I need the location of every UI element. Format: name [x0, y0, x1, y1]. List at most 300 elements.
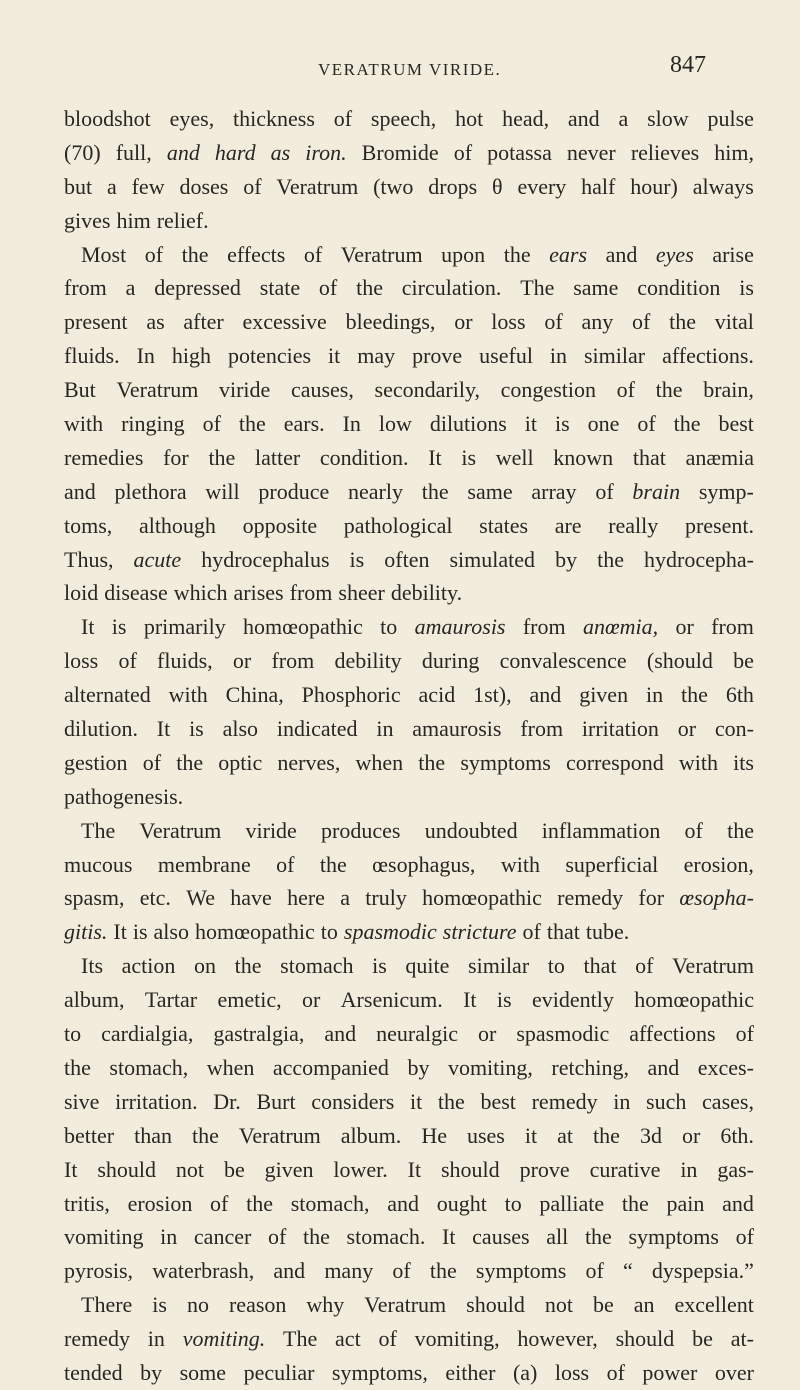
- word: hour): [630, 173, 678, 199]
- word: Dr.: [213, 1088, 241, 1114]
- word: potassa: [487, 139, 552, 165]
- word: considers: [311, 1088, 395, 1114]
- word: of: [637, 411, 656, 437]
- word: Thus,: [64, 546, 114, 572]
- word: spasmodic: [343, 919, 437, 945]
- word: θ: [492, 173, 503, 199]
- word: album.: [340, 1122, 402, 1148]
- word: cases,: [702, 1088, 754, 1114]
- word: excessive: [242, 309, 327, 335]
- word: erosion: [127, 1190, 193, 1216]
- word: œsophagus,: [372, 851, 476, 877]
- word: prove: [412, 343, 463, 369]
- word: vital: [714, 309, 754, 335]
- word: half: [581, 173, 616, 199]
- word: and: [166, 139, 200, 165]
- word: hot: [455, 106, 484, 131]
- word: the: [418, 749, 446, 775]
- word: when: [206, 1054, 255, 1080]
- word: The: [283, 1326, 318, 1352]
- word: produces: [321, 817, 401, 843]
- word: of: [118, 648, 137, 674]
- word: optic: [218, 749, 263, 775]
- word: homœopathic: [422, 885, 542, 911]
- word: Veratrum: [672, 953, 754, 979]
- word: neuralgic: [376, 1021, 459, 1047]
- word: and: [387, 1190, 420, 1216]
- word: retching,: [551, 1054, 629, 1080]
- word: the: [208, 444, 236, 470]
- text-line: [64, 848, 754, 882]
- word: peculiar: [243, 1359, 315, 1385]
- word: We: [186, 885, 215, 911]
- word: is: [111, 614, 127, 640]
- word: such: [646, 1088, 687, 1114]
- text-line: [64, 305, 754, 339]
- word: (a): [512, 1359, 538, 1385]
- word: of: [684, 817, 703, 843]
- word: tritis,: [64, 1190, 110, 1216]
- word: and: [64, 478, 96, 504]
- word: loss: [554, 1359, 590, 1385]
- word: It: [156, 716, 171, 742]
- word: exces-: [697, 1054, 754, 1080]
- word: either: [445, 1359, 496, 1385]
- word: debility.: [390, 580, 463, 606]
- word: remedies: [64, 444, 144, 470]
- word: disease: [104, 580, 168, 606]
- word: anæmia: [685, 444, 754, 470]
- word: “: [623, 1258, 633, 1284]
- word: by: [555, 546, 578, 572]
- word: eyes: [655, 241, 694, 267]
- word: pain: [666, 1190, 705, 1216]
- word: Veratrum: [238, 1122, 321, 1148]
- word: (two: [373, 173, 414, 199]
- word: symp-: [698, 478, 754, 504]
- word: it: [524, 1122, 538, 1148]
- word: homœopathic: [243, 614, 363, 640]
- word: best: [480, 1088, 516, 1114]
- word: to: [547, 953, 565, 979]
- word: have: [230, 885, 272, 911]
- word: symptoms,: [331, 1359, 428, 1385]
- word: irritation.: [115, 1088, 198, 1114]
- word: and: [324, 1021, 357, 1047]
- word: upon: [441, 241, 486, 267]
- word: vomiting: [64, 1224, 144, 1250]
- word: and: [605, 241, 638, 267]
- word: congestion: [500, 377, 596, 403]
- word: mucous: [64, 851, 133, 877]
- text-line: [64, 1017, 754, 1051]
- word: or: [301, 987, 321, 1013]
- word: of: [606, 1359, 625, 1385]
- word: when: [355, 749, 404, 775]
- word: be: [692, 1326, 713, 1352]
- word: waterbrash,: [152, 1258, 255, 1284]
- word: potencies: [227, 343, 312, 369]
- text-line: [64, 1085, 754, 1119]
- word: given: [579, 682, 629, 708]
- word: the: [421, 478, 449, 504]
- word: of: [595, 478, 614, 504]
- word: over: [714, 1359, 754, 1385]
- word: all: [546, 1224, 569, 1250]
- text-line: [64, 509, 754, 543]
- word: the: [246, 1190, 273, 1216]
- word: useful: [479, 343, 533, 369]
- word: produce: [258, 478, 330, 504]
- word: ears.: [283, 411, 325, 437]
- word: toms,: [64, 512, 113, 538]
- text-line: [64, 170, 754, 204]
- word: array: [531, 478, 577, 504]
- word: stomach: [280, 953, 354, 979]
- word: the: [319, 851, 347, 877]
- word: of: [142, 749, 162, 775]
- word: causes,: [290, 377, 354, 403]
- word: amaurosis: [414, 614, 506, 640]
- word: of: [210, 1190, 229, 1216]
- word: 3d: [639, 1122, 662, 1148]
- word: an: [633, 1292, 655, 1318]
- word: thickness: [233, 106, 315, 131]
- word: in: [160, 1224, 178, 1250]
- word: of: [585, 1258, 604, 1284]
- word: any: [581, 309, 614, 335]
- word: loss: [64, 648, 99, 674]
- word: dilution.: [64, 716, 138, 742]
- word: con-: [714, 716, 754, 742]
- word: gestion: [64, 749, 128, 775]
- word: pathological: [343, 512, 453, 538]
- word: nerves,: [277, 749, 341, 775]
- word: spasmodic: [516, 1021, 610, 1047]
- word: best: [718, 411, 754, 437]
- word: low: [378, 411, 412, 437]
- word: or: [675, 614, 694, 640]
- word: state: [259, 275, 301, 301]
- text-line: [64, 1187, 754, 1221]
- word: for: [638, 885, 665, 911]
- word: depressed: [154, 275, 241, 301]
- word: stomach,: [290, 1190, 370, 1216]
- text-line: [64, 949, 754, 983]
- word: quite: [405, 953, 450, 979]
- word: as: [270, 139, 291, 165]
- word: emetic,: [217, 987, 282, 1013]
- word: are: [554, 512, 582, 538]
- word: never: [566, 139, 616, 165]
- word: not: [544, 1292, 573, 1318]
- word: from: [522, 614, 566, 640]
- word: him: [116, 207, 151, 233]
- page-number: 847: [670, 52, 706, 78]
- word: cardialgia,: [101, 1021, 194, 1047]
- word: at: [557, 1122, 574, 1148]
- word: of: [267, 1224, 287, 1250]
- word: is: [349, 546, 365, 572]
- word: curative: [589, 1156, 661, 1182]
- running-title: VERATRUM VIRIDE.: [318, 60, 502, 79]
- word: every: [517, 173, 567, 199]
- word: the: [302, 1224, 330, 1250]
- text-line: [64, 373, 754, 407]
- word: the: [673, 411, 701, 437]
- word: (should: [646, 648, 713, 674]
- word: fluids.: [64, 343, 120, 369]
- word: a: [125, 275, 136, 301]
- word: the: [429, 1258, 457, 1284]
- word: acute: [133, 546, 182, 572]
- word: is: [152, 1292, 167, 1318]
- word: should: [441, 1156, 500, 1182]
- word: dilutions: [429, 411, 507, 437]
- word: to: [504, 1190, 522, 1216]
- word: The: [81, 817, 116, 843]
- word: the: [192, 1122, 219, 1148]
- word: from: [289, 580, 333, 606]
- word: inflammation: [541, 817, 661, 843]
- word: vomiting,: [447, 1054, 533, 1080]
- word: plethora: [114, 478, 187, 504]
- word: no: [186, 1292, 209, 1318]
- word: at-: [730, 1326, 754, 1352]
- word: than: [134, 1122, 172, 1148]
- word: ringing: [121, 411, 185, 437]
- word: relieves: [630, 139, 700, 165]
- word: one: [587, 411, 620, 437]
- word: brain,: [703, 377, 754, 403]
- text-line: [64, 339, 754, 373]
- word: secondarily,: [374, 377, 481, 403]
- word: dyspepsia.”: [651, 1258, 754, 1284]
- word: indicated: [276, 716, 358, 742]
- word: the: [597, 546, 624, 572]
- word: that: [632, 444, 666, 470]
- word: viride: [218, 377, 271, 403]
- word: of: [333, 106, 353, 131]
- text-line: [64, 1153, 754, 1187]
- word: of: [392, 1258, 411, 1284]
- word: by: [140, 1359, 163, 1385]
- word: it: [328, 343, 341, 369]
- word: 6th: [725, 682, 754, 708]
- word: from: [711, 614, 754, 640]
- word: as: [146, 309, 165, 335]
- word: tube.: [585, 919, 630, 945]
- word: acid: [418, 682, 456, 708]
- word: stricture: [442, 919, 517, 945]
- word: the: [621, 1190, 649, 1216]
- word: should: [97, 1156, 157, 1182]
- word: But: [64, 377, 96, 403]
- word: homœopathic: [195, 919, 315, 945]
- word: irritation: [581, 716, 659, 742]
- word: Veratrum: [364, 1292, 447, 1318]
- word: vomiting.: [182, 1326, 266, 1352]
- word: that: [546, 919, 580, 945]
- text-line: [64, 610, 754, 644]
- word: why: [306, 1292, 345, 1318]
- word: in: [645, 682, 664, 708]
- word: states: [479, 512, 529, 538]
- word: the: [593, 1122, 620, 1148]
- text-line: [64, 746, 754, 780]
- word: of: [453, 139, 473, 165]
- text-line: [64, 441, 754, 475]
- word: Arsenicum.: [340, 987, 443, 1013]
- word: evidently: [531, 987, 614, 1013]
- word: It: [463, 987, 477, 1013]
- word: viride: [245, 817, 297, 843]
- word: China,: [225, 682, 284, 708]
- word: reason: [228, 1292, 287, 1318]
- word: condition: [637, 275, 721, 301]
- word: remedy: [64, 1326, 130, 1352]
- text-line: [64, 881, 754, 915]
- text-line: [64, 915, 754, 949]
- word: cancer: [193, 1224, 252, 1250]
- word: spasm,: [64, 885, 125, 911]
- word: may: [357, 343, 396, 369]
- running-head: [0, 50, 800, 90]
- word: some: [179, 1359, 227, 1385]
- text-line: [64, 1322, 754, 1356]
- word: the: [503, 241, 531, 267]
- word: head,: [502, 106, 550, 131]
- word: of: [276, 851, 295, 877]
- word: of: [635, 953, 654, 979]
- word: anœmia,: [582, 614, 659, 640]
- text-line: [64, 1288, 754, 1322]
- text-line: [64, 814, 754, 848]
- word: will: [205, 478, 240, 504]
- word: similar: [468, 953, 530, 979]
- body-text: [64, 102, 754, 1390]
- word: Most: [81, 241, 127, 267]
- word: causes: [472, 1224, 530, 1250]
- word: pulse: [707, 106, 754, 131]
- text-line: [64, 1220, 754, 1254]
- word: symptoms: [475, 1258, 567, 1284]
- word: Veratrum: [340, 241, 423, 267]
- word: power: [642, 1359, 698, 1385]
- word: on: [194, 953, 217, 979]
- word: bloodshot: [64, 106, 151, 131]
- text-line: [64, 983, 754, 1017]
- word: here: [287, 885, 325, 911]
- word: be: [733, 648, 754, 674]
- text-line: [64, 1254, 754, 1288]
- word: is: [554, 411, 570, 437]
- word: and: [529, 682, 562, 708]
- word: (70): [64, 139, 101, 165]
- word: correspond: [565, 749, 664, 775]
- word: and: [273, 1258, 306, 1284]
- word: the: [655, 377, 683, 403]
- word: the: [681, 682, 708, 708]
- word: erosion,: [683, 851, 754, 877]
- text-line: [64, 271, 754, 305]
- word: or: [677, 716, 697, 742]
- word: the: [356, 275, 383, 301]
- word: the: [584, 1224, 612, 1250]
- word: in: [147, 1326, 165, 1352]
- word: a: [106, 173, 117, 199]
- word: act: [335, 1326, 361, 1352]
- word: with: [168, 682, 208, 708]
- word: circulation.: [401, 275, 502, 301]
- word: of: [303, 241, 323, 267]
- word: in: [613, 1088, 631, 1114]
- word: uses: [466, 1122, 505, 1148]
- text-line: [64, 1051, 754, 1085]
- word: full,: [115, 139, 152, 165]
- word: sheer: [338, 580, 385, 606]
- word: stomach,: [109, 1054, 189, 1080]
- word: eyes,: [169, 106, 215, 131]
- word: always: [692, 173, 754, 199]
- word: membrane: [157, 851, 251, 877]
- word: effects: [227, 241, 286, 267]
- word: be: [592, 1292, 614, 1318]
- word: The: [520, 275, 555, 301]
- word: Veratrum: [116, 377, 199, 403]
- word: sive: [64, 1088, 100, 1114]
- word: stomach.: [346, 1224, 426, 1250]
- word: of: [735, 1021, 754, 1047]
- word: alternated: [64, 682, 151, 708]
- word: gas-: [717, 1156, 754, 1182]
- word: which: [173, 580, 228, 606]
- text-line: [64, 102, 754, 136]
- word: hydrocephalus: [201, 546, 330, 572]
- word: Phosphoric: [301, 682, 401, 708]
- word: well: [495, 444, 534, 470]
- word: it: [410, 1088, 423, 1114]
- word: It: [407, 1156, 422, 1182]
- word: should: [466, 1292, 525, 1318]
- word: in: [376, 716, 394, 742]
- word: It: [442, 1224, 456, 1250]
- word: is: [372, 953, 387, 979]
- word: There: [81, 1292, 133, 1318]
- word: of: [544, 309, 563, 335]
- word: the: [238, 411, 266, 437]
- word: speech,: [370, 106, 437, 131]
- word: primarily: [143, 614, 226, 640]
- word: He: [421, 1122, 447, 1148]
- word: bleedings,: [345, 309, 436, 335]
- word: latter: [255, 444, 301, 470]
- word: ears: [549, 241, 588, 267]
- word: It: [428, 444, 442, 470]
- word: of: [735, 1224, 754, 1250]
- word: in: [680, 1156, 698, 1182]
- word: doses: [179, 173, 229, 199]
- text-line: [64, 204, 754, 238]
- word: often: [384, 546, 430, 572]
- word: superficial: [565, 851, 659, 877]
- word: opposite: [242, 512, 318, 538]
- word: from: [64, 275, 107, 301]
- word: a: [340, 885, 350, 911]
- word: with: [500, 851, 540, 877]
- word: the: [234, 953, 262, 979]
- word: gives: [64, 207, 111, 233]
